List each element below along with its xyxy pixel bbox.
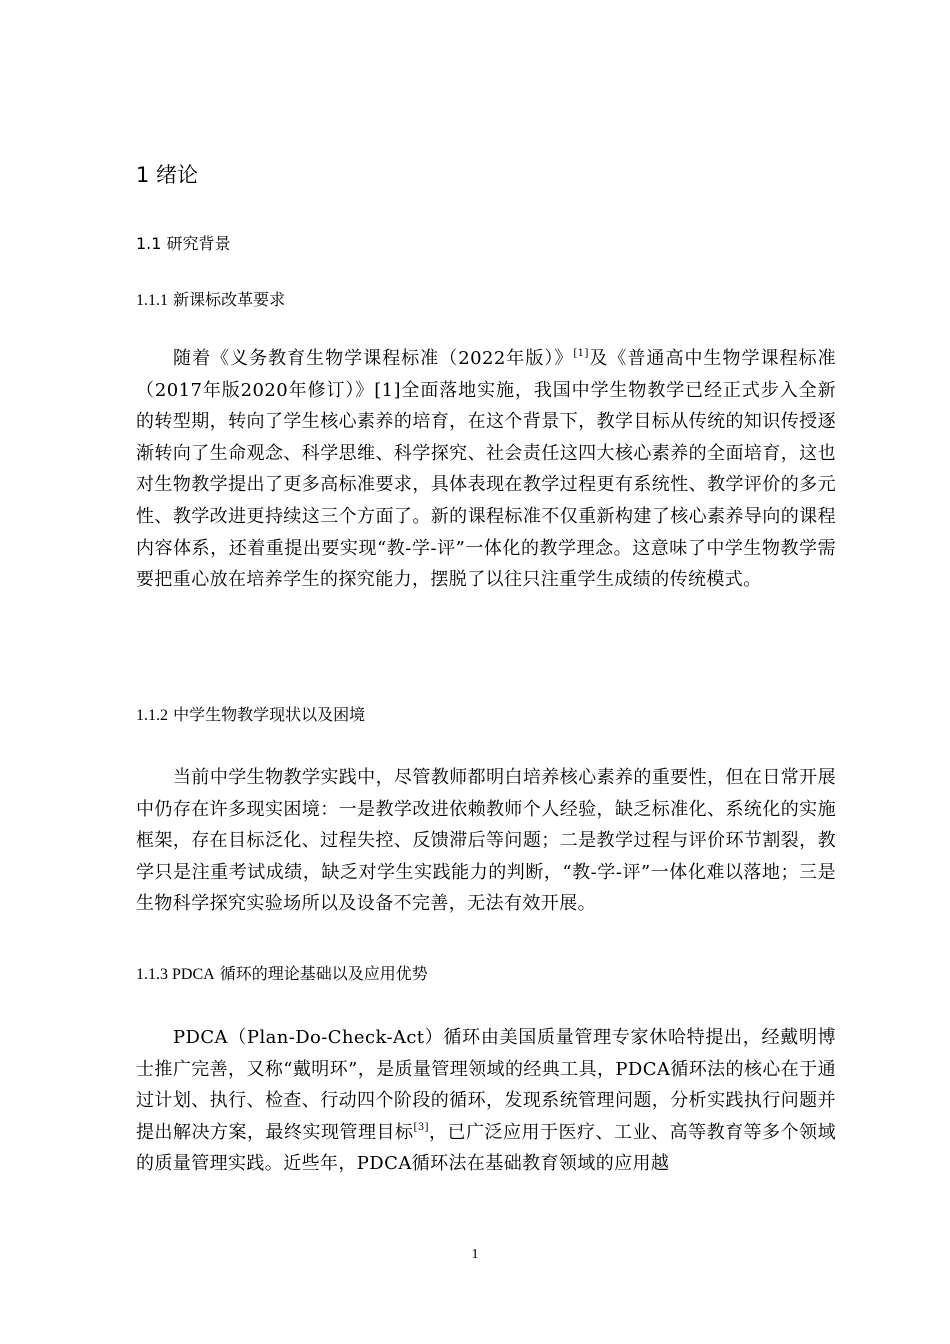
chapter-heading: 1 绪论 [136,163,199,187]
paragraph-teaching-status: 当前中学生物教学实践中，尽管教师都明白培养核心素养的重要性，但在日常开展中仍存在许多现实困境：一是教学改进依赖教师个人经验，缺乏标准化、系统化的实施框架，存在目标泛化、过程失控、反馈滞后等问题；二是教学过程与评价环节割裂，教学只是注重考试成绩，缺乏对学生实践能力的判断，“教-学-评”一体化难以落地；三是生物科学探究实验场所以及设备不完善，无法有效开展。 [136,767,836,915]
subsection-number: 1.1.3 PDCA [136,966,215,983]
paragraph-text: 及《普通高中生物学课程标准（2017年版2020年修订）》[1]全面落地实施，我国中学生物教学已经正式步入全新的转型期，转向了学生核心素养的培育，在这个背景下，教学目标从传统的知识传授逐渐转向了生命观念、科学思维、科学探究、社会责任这四大核心素养的全面培育，这也对生物教学提出了更多高标准要求，具体表现在教学过程更有系统性、教学评价的多元性、教学改进更持续这三个方面了。新的课程标准不仅重新构建了核心素养导向的课程内容体系，还着重提出要实现“教-学-评”一体化的教学理念。这意味了中学生物教学需要把重心放在培养学生的探究能力，摆脱了以往只注重学生成绩的传统模式。 [136,348,836,591]
subsection-title: 循环的理论基础以及应用优势 [219,964,428,983]
paragraph-text: PDCA（Plan-Do-Check-Act）循环由美国质量管理专家休哈特提出，经戴明博士推广完善，又称“戴明环”，是质量管理领域的经典工具，PDCA循环法的核心在于通过计划、执行、检查、行动四个阶段的循环，发现系统管理问题，分析实践执行问题并提出解决方案，最终实现管理目标 [136,1027,836,1143]
citation-marker: [3] [413,1121,429,1133]
paragraph-pdca-theory [136,1022,836,1180]
section-heading: 1.1 研究背景 [136,234,231,253]
paragraph-curriculum-reform [136,343,836,596]
page-number: 1 [471,1247,479,1262]
subsection-title: 中学生物教学现状以及困境 [173,705,366,724]
paragraph-text: 随着《义务教育生物学课程标准（2022年版）》 [173,348,574,369]
citation-marker: [1] [573,348,589,359]
subsection-title: 新课标改革要求 [173,290,286,309]
paragraph-text: ，已广泛应用于医疗、工业、高等教育等多个领域的质量管理实践。近些年，PDCA循环法在基础教育领域的应用越 [136,1121,836,1175]
subsection-number: 1.1.2 [136,707,168,724]
subsection-heading-1-1-1 [136,287,285,314]
subsection-heading-1-1-2 [136,702,365,729]
subsection-heading-1-1-3 [136,961,428,988]
subsection-number: 1.1.1 [136,292,168,309]
